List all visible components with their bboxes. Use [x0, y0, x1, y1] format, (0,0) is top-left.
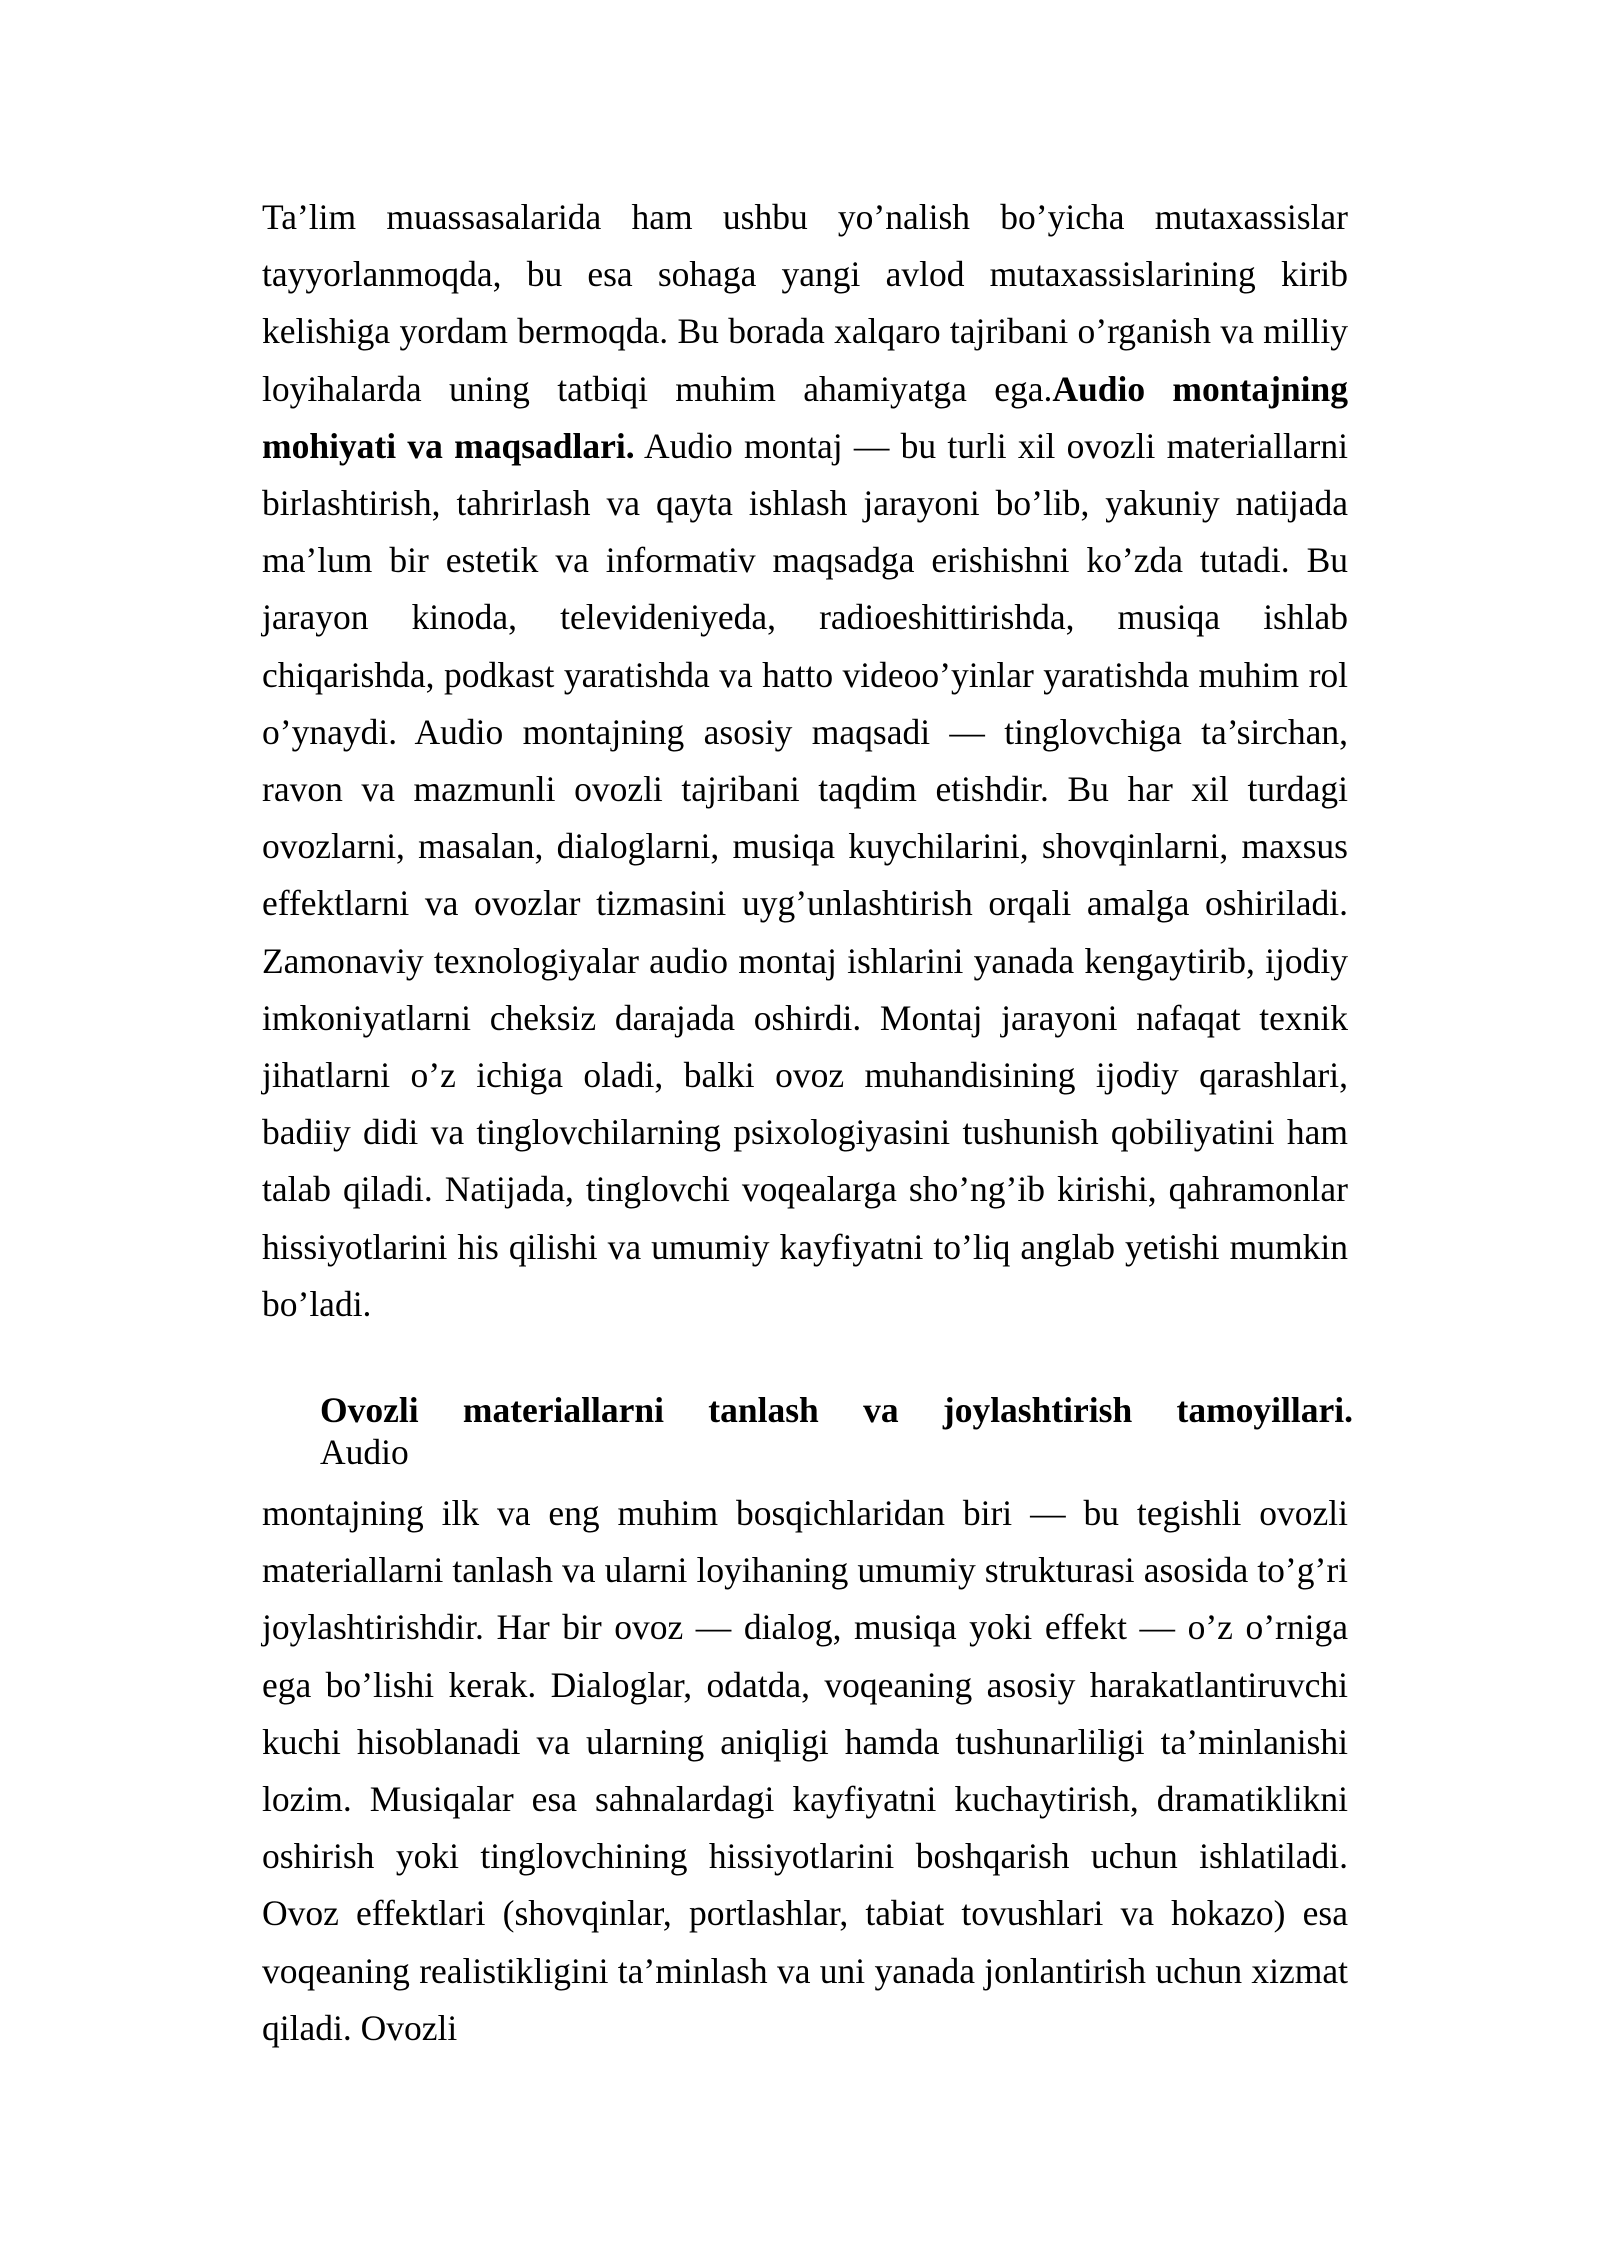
paragraph — [262, 189, 1348, 1333]
body-text-section-2 — [262, 1485, 1348, 2057]
paragraph-text: montajning ilk va eng muhim bosqichlaridan biri — bu tegishli ovozli materiallarni tanlash va ularni loyihaning umumiy strukturasi asosida to’g’ri joylashtirishdir. Har bir ovoz — dialog, musiqa yoki effekt — o’z o’rniga ega bo’lishi kerak. Dialoglar, odatda, voqeaning asosiy harakatlantiruvchi kuchi hisoblanadi va ularning aniqligi hamda tushunarliligi ta’minlanishi lozim. Musiqalar esa sahnalardagi kayfiyatni kuchaytirish, dramatiklikni oshirish yoki tinglovchining hissiyotlarini boshqarish uchun ishlatiladi. Ovoz effektlari (shovqinlar, portlashlar, tabiat tovushlari va hokazo) esa voqeaning realistikligini ta’minlash va uni yanada jonlantirish uchun xizmat qiladi. Ovozli — [262, 1493, 1348, 2048]
paragraph — [262, 1485, 1348, 2057]
section-heading: Ovozli materiallarni tanlash va joylashtirish tamoyillari. — [320, 1390, 1353, 1430]
paragraph-text: Ta’lim muassasalarida ham ushbu yo’nalish bo’yicha mutaxassislar tayyorlanmoqda, bu esa sohaga yangi avlod mutaxassislarining kirib kelishiga yordam bermoqda. Bu borada xalqaro tajribani o’rganish va milliy loyihalarda uning tatbiqi muhim ahamiyatga ega. — [262, 197, 1348, 409]
section-heading: Audio montajning mohiyati va maqsadlari. — [262, 368, 1348, 466]
body-text-section-1 — [262, 189, 1348, 1333]
paragraph-text: Audio — [320, 1432, 409, 1472]
paragraph-text: Audio montaj — bu turli xil ovozli materiallarni birlashtirish, tahrirlash va qayta ishlash jarayoni bo’lib, yakuniy natijada ma’lum bir estetik va informativ maqsadga erishishni ko’zda tutadi. Bu jarayon kinoda, televideniyeda, radioeshittirishda, musiqa ishlab chiqarishda, podkast yaratishda va hatto videoo’yinlar yaratishda muhim rol o’ynaydi. Audio montajning asosiy maqsadi — tinglovchiga ta’sirchan, ravon va mazmunli ovozli tajribani taqdim etishdir. Bu har xil turdagi ovozlarni, masalan, dialoglarni, musiqa kuychilarini, shovqinlarni, maxsus effektlarni va ovozlar tizmasini uyg’unlashtirish orqali amalga oshiriladi. Zamonaviy texnologiyalar audio montaj ishlarini yanada kengaytirib, ijodiy imkoniyatlarni cheksiz darajada oshirdi. Montaj jarayoni nafaqat texnik jihatlarni o’z ichiga oladi, balki ovoz muhandisining ijodiy qarashlari, badiiy didi va tinglovchilarning psixologiyasini tushunish qobiliyatini ham talab qiladi. Natijada, tinglovchi voqealarga sho’ng’ib kirishi, qahramonlar hissiyotlarini his qilishi va umumiy kayfiyatni to’liq anglab yetishi mumkin bo’ladi. — [262, 425, 1348, 1324]
